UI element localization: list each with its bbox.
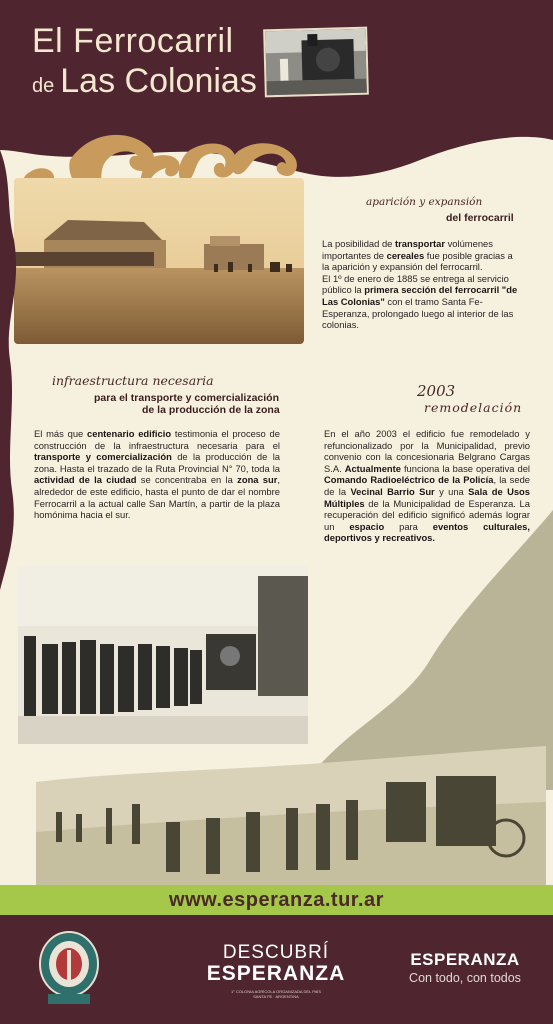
section-aparicion-heading: del ferrocarril: [446, 212, 514, 224]
section-2003-subtitle: remodelación: [424, 400, 523, 415]
crowd-photo: [18, 566, 308, 744]
body-text-run: para: [384, 520, 433, 532]
brand-line-1: DESCUBRÍ: [222, 942, 330, 963]
emphasis-text: centenario edificio: [87, 428, 172, 439]
emphasis-text: Comando Radioeléctrico de la Policía: [324, 474, 494, 486]
body-text-run: , alrededor de este edificio, hasta el punto de dar el nombre Ferrocarril a la actual calle San Martín, a partir de la plaza homónima hacia el sur.: [34, 474, 280, 521]
body-text-run: , la sede de la: [324, 474, 530, 497]
section-aparicion-subtitle: aparición y expansión: [366, 196, 483, 208]
brand-line-2: ESPERANZA: [206, 962, 346, 985]
body-text-run: con el tramo Santa Fe-Esperanza, prolongado luego al interior de las colonias.: [322, 295, 514, 331]
emphasis-text: Actualmente: [344, 462, 401, 474]
website-link[interactable]: www.esperanza.tur.ar: [169, 889, 384, 911]
body-text-run: volúmenes importantes de: [322, 238, 493, 261]
emphasis-text: cereales: [386, 249, 425, 261]
page-title-line1: El Ferrocarril: [32, 22, 234, 60]
locomotive-photo: [263, 27, 369, 98]
section-2003-year: 2003: [417, 382, 456, 400]
brand-small-1: 1° COLONIA AGRÍCOLA ORGANIZADA DEL PAÍS: [230, 989, 322, 994]
title-prefix: de: [32, 75, 55, 97]
body-text-run: de la Municipalidad de Esperanza. La recuperación del edificio significó además lograr un: [324, 497, 530, 532]
body-text-run: de la producción de la zona. Hasta el trazado de la Ruta Provincial N° 70, toda la: [34, 451, 280, 474]
body-text-run: El 1º de enero de 1885 se entrega al servicio público la: [322, 272, 509, 296]
left-border: [0, 150, 30, 590]
descubri-esperanza-logo: [206, 942, 346, 999]
station-photo: [14, 178, 304, 344]
emphasis-text: Vecinal Barrio Sur: [350, 485, 435, 497]
body-text-run: fue posible gracias a la aparición y expansión del ferrocarril.: [322, 249, 513, 273]
section-infraestructura-subtitle: infraestructura necesaria: [52, 373, 214, 388]
body-text-run: testimonia el proceso de construcción de la infraestructura necesaria para el: [34, 428, 280, 451]
city-seal-icon: [38, 928, 100, 1008]
body-text-run: En el año 2003 el edificio fue remodelado y refuncionalizado por la Municipalidad, previo convenio con la concesionaria Belgrano Cargas S.A.: [324, 428, 530, 474]
body-text-run: y una: [434, 485, 469, 497]
body-text-run: funciona la base operativa del: [400, 462, 531, 474]
title-main: Las Colonias: [60, 62, 257, 100]
esperanza-municipal-logo: [392, 950, 538, 985]
brand-small-2: SANTA FE · ARGENTINA: [253, 994, 299, 999]
emphasis-text: transportar: [394, 238, 445, 249]
section-infraestructura-heading-2: de la producción de la zona: [142, 404, 280, 416]
emphasis-text: eventos culturales, deportivos y recreativos.: [324, 520, 530, 544]
section-infraestructura-text: [34, 428, 280, 521]
page-title-line2: [32, 62, 257, 101]
body-text-run: se concentraba en la: [136, 474, 238, 486]
municipal-name: ESPERANZA: [410, 950, 520, 969]
section-2003-text: [324, 428, 530, 544]
emphasis-text: zona sur: [237, 474, 278, 486]
body-text-run: El más que: [34, 428, 88, 439]
section-infraestructura-heading-1: para el transporte y comercialización: [94, 392, 279, 404]
emphasis-text: actividad de la ciudad: [34, 474, 137, 486]
emphasis-text: transporte y comercialización: [34, 451, 172, 463]
emphasis-text: espacio: [349, 520, 385, 532]
emphasis-text: Sala de Usos Múltiples: [324, 485, 530, 509]
section-aparicion-text: [322, 238, 522, 331]
body-text-run: La posibilidad de: [322, 238, 395, 249]
municipal-tagline: Con todo, con todos: [409, 971, 521, 985]
emphasis-text: primera sección del ferrocarril "de Las Colonias": [322, 284, 518, 307]
street-photo: [36, 742, 546, 892]
